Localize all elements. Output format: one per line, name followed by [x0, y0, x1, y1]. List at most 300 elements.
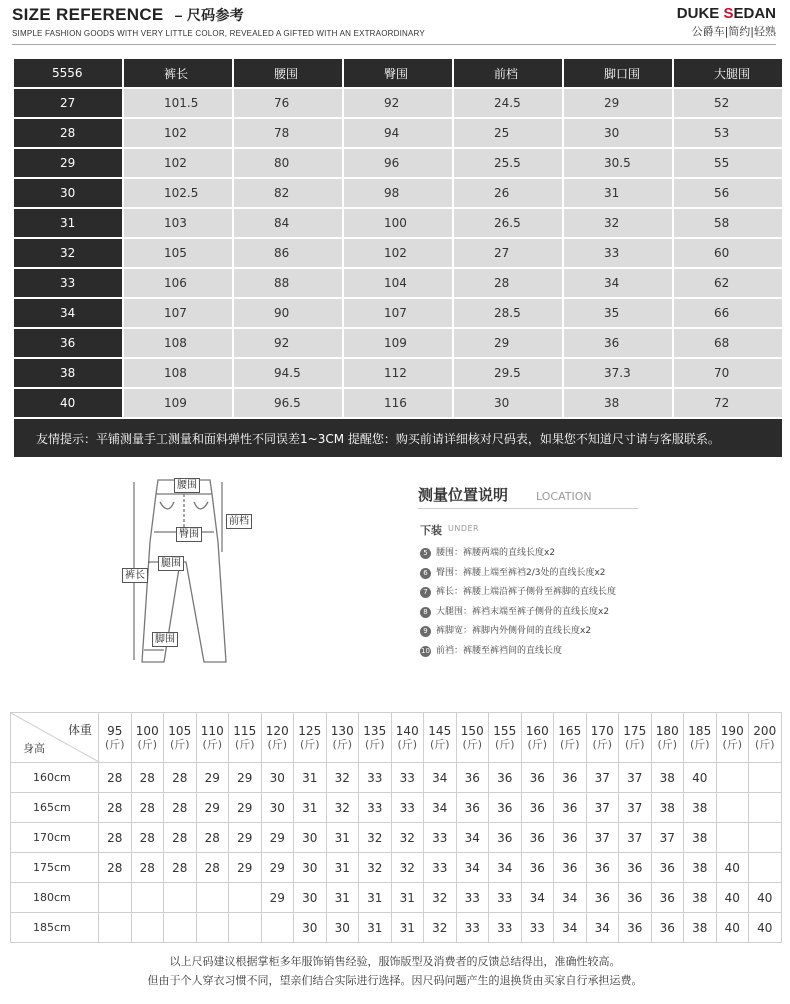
weight-header-cell	[326, 713, 359, 763]
size-value-cell: 25.5	[454, 149, 562, 177]
size-row	[14, 359, 782, 387]
size-recommendation-cell: 28	[164, 823, 197, 853]
size-recommendation-cell: 29	[229, 793, 262, 823]
location-title-en: LOCATION	[536, 490, 592, 503]
weight-value: 185	[688, 723, 712, 738]
size-recommendation-cell: 31	[294, 793, 327, 823]
size-recommendation-cell: 32	[391, 823, 424, 853]
corner-cell	[11, 713, 99, 763]
size-recommendation-cell: 33	[521, 913, 554, 943]
size-value-cell: 30	[454, 389, 562, 417]
size-recommendation-cell: 36	[554, 793, 587, 823]
size-recommendation-cell: 40	[716, 913, 749, 943]
size-recommendation-cell: 32	[359, 823, 392, 853]
weight-value: 150	[460, 723, 484, 738]
size-value-cell: 102	[124, 149, 232, 177]
size-recommendation-cell: 28	[196, 823, 229, 853]
weight-value: 165	[558, 723, 582, 738]
label-length: 裤长	[122, 568, 148, 583]
location-divider	[418, 508, 638, 509]
size-note-row	[14, 419, 782, 457]
weight-header-cell	[391, 713, 424, 763]
size-recommendation-cell: 36	[619, 853, 652, 883]
height-label: 165cm	[11, 793, 99, 823]
size-value-cell: 102	[344, 239, 452, 267]
size-recommendation-cell: 29	[229, 853, 262, 883]
size-recommendation-cell: 30	[294, 823, 327, 853]
weight-row	[11, 913, 782, 943]
size-recommendation-cell: 32	[424, 913, 457, 943]
size-recommendation-cell: 36	[554, 763, 587, 793]
size-header-cell: 腰围	[234, 59, 342, 87]
size-recommendation-cell	[164, 883, 197, 913]
title-en: SIZE REFERENCE	[12, 5, 164, 24]
weight-header-cell	[131, 713, 164, 763]
size-row	[14, 269, 782, 297]
weight-unit: (斤)	[494, 737, 515, 751]
weight-unit: (斤)	[559, 737, 580, 751]
weight-value: 100	[135, 723, 159, 738]
size-value-cell: 55	[674, 149, 782, 177]
weight-header-cell	[619, 713, 652, 763]
location-title: 测量位置说明	[418, 486, 509, 504]
size-recommendation-cell: 36	[651, 913, 684, 943]
size-recommendation-cell: 28	[196, 853, 229, 883]
size-value-cell: 84	[234, 209, 342, 237]
weight-row	[11, 793, 782, 823]
weight-unit: (斤)	[689, 737, 710, 751]
corner-weight-label: 体重	[67, 723, 92, 737]
size-value-cell: 103	[124, 209, 232, 237]
size-recommendation-cell: 37	[586, 763, 619, 793]
size-header-cell: 臀围	[344, 59, 452, 87]
size-recommendation-cell: 30	[294, 853, 327, 883]
weight-unit: (斤)	[397, 737, 418, 751]
size-value-cell: 32	[564, 209, 672, 237]
size-value-cell: 109	[344, 329, 452, 357]
size-recommendation-cell: 38	[684, 793, 717, 823]
size-recommendation-cell: 38	[684, 883, 717, 913]
size-recommendation-cell: 33	[391, 793, 424, 823]
size-value-cell: 105	[124, 239, 232, 267]
weight-unit: (斤)	[364, 737, 385, 751]
size-value-cell: 68	[674, 329, 782, 357]
weight-value: 160	[525, 723, 549, 738]
size-value-cell: 36	[564, 329, 672, 357]
size-value-cell: 98	[344, 179, 452, 207]
size-value-cell: 25	[454, 119, 562, 147]
weight-unit: (斤)	[592, 737, 613, 751]
size-recommendation-cell: 28	[99, 853, 132, 883]
size-recommendation-cell: 36	[619, 913, 652, 943]
size-recommendation-cell: 29	[261, 823, 294, 853]
size-recommendation-cell: 29	[196, 763, 229, 793]
size-recommendation-cell: 40	[684, 763, 717, 793]
brand-logo	[677, 5, 776, 39]
size-row	[14, 329, 782, 357]
size-recommendation-cell	[749, 823, 782, 853]
size-recommendation-cell	[749, 763, 782, 793]
size-recommendation-cell: 33	[489, 883, 522, 913]
location-item	[420, 605, 616, 625]
size-value-cell: 101.5	[124, 89, 232, 117]
size-recommendation-cell: 30	[294, 913, 327, 943]
location-item	[420, 585, 616, 605]
weight-unit: (斤)	[624, 737, 645, 751]
label-hip: 臀围	[176, 527, 202, 542]
size-header-row	[14, 59, 782, 87]
size-row	[14, 89, 782, 117]
weight-value: 180	[655, 723, 679, 738]
size-table	[12, 57, 784, 459]
size-recommendation-cell: 30	[294, 883, 327, 913]
size-recommendation-cell: 30	[261, 763, 294, 793]
size-value-cell: 100	[344, 209, 452, 237]
size-value-cell: 109	[124, 389, 232, 417]
size-recommendation-cell	[99, 883, 132, 913]
size-recommendation-cell: 34	[586, 913, 619, 943]
size-recommendation-cell: 31	[326, 823, 359, 853]
location-item-text: 前裆：裤腰至裤裆间的直线长度	[436, 645, 563, 656]
size-recommendation-cell: 33	[489, 913, 522, 943]
location-sub-en: UNDER	[448, 524, 480, 533]
size-row	[14, 149, 782, 177]
size-recommendation-cell: 36	[489, 793, 522, 823]
size-recommendation-cell: 31	[391, 913, 424, 943]
size-recommendation-cell	[716, 763, 749, 793]
size-recommendation-cell: 36	[521, 823, 554, 853]
location-item-text: 裤脚宽：裤脚内外侧骨间的直线长度x2	[436, 626, 592, 636]
weight-value: 175	[623, 723, 647, 738]
weight-value: 130	[330, 723, 354, 738]
weight-header-cell	[456, 713, 489, 763]
size-recommendation-cell: 33	[359, 793, 392, 823]
size-recommendation-cell	[131, 883, 164, 913]
size-label-cell: 34	[14, 299, 122, 327]
weight-header-cell	[651, 713, 684, 763]
size-recommendation-cell: 31	[359, 883, 392, 913]
size-row	[14, 209, 782, 237]
weight-header-cell	[229, 713, 262, 763]
size-row	[14, 179, 782, 207]
size-value-cell: 82	[234, 179, 342, 207]
size-label-cell: 36	[14, 329, 122, 357]
size-recommendation-cell: 33	[424, 823, 457, 853]
label-waist: 腰围	[174, 478, 200, 493]
height-label: 185cm	[11, 913, 99, 943]
weight-row	[11, 823, 782, 853]
weight-unit: (斤)	[202, 737, 223, 751]
size-header-cell: 脚口围	[564, 59, 672, 87]
size-recommendation-cell: 34	[424, 763, 457, 793]
size-value-cell: 52	[674, 89, 782, 117]
size-recommendation-cell: 28	[99, 793, 132, 823]
size-recommendation-cell: 36	[456, 793, 489, 823]
size-recommendation-cell: 28	[131, 763, 164, 793]
weight-value: 135	[363, 723, 387, 738]
size-recommendation-cell: 32	[391, 853, 424, 883]
size-recommendation-cell: 34	[489, 853, 522, 883]
size-value-cell: 107	[124, 299, 232, 327]
size-recommendation-cell: 28	[99, 823, 132, 853]
height-label: 160cm	[11, 763, 99, 793]
size-recommendation-cell	[229, 913, 262, 943]
weight-unit: (斤)	[104, 737, 125, 751]
size-header-cell: 前档	[454, 59, 562, 87]
size-recommendation-cell: 33	[456, 883, 489, 913]
size-recommendation-cell	[131, 913, 164, 943]
weight-value: 200	[753, 723, 777, 738]
size-recommendation-cell: 29	[229, 823, 262, 853]
size-label-cell: 33	[14, 269, 122, 297]
size-recommendation-cell: 34	[554, 913, 587, 943]
size-recommendation-cell: 36	[456, 763, 489, 793]
location-item-text: 臀围：裤腰上端至裤裆2/3处的直线长度x2	[436, 567, 606, 578]
size-value-cell: 80	[234, 149, 342, 177]
size-recommendation-cell: 36	[489, 823, 522, 853]
size-recommendation-cell: 28	[131, 823, 164, 853]
size-recommendation-cell: 28	[99, 763, 132, 793]
size-value-cell: 106	[124, 269, 232, 297]
weight-header-cell	[424, 713, 457, 763]
weight-unit: (斤)	[754, 737, 775, 751]
size-value-cell: 58	[674, 209, 782, 237]
location-item	[420, 644, 616, 664]
size-value-cell: 94.5	[234, 359, 342, 387]
weight-value: 95	[107, 723, 123, 738]
weight-header-cell	[261, 713, 294, 763]
size-recommendation-cell: 34	[554, 883, 587, 913]
size-value-cell: 72	[674, 389, 782, 417]
size-value-cell: 30	[564, 119, 672, 147]
location-item	[420, 566, 616, 586]
brand-tagline: 公爵车|简约|轻熟	[691, 25, 776, 38]
weight-header-row	[11, 713, 782, 763]
size-value-cell: 102	[124, 119, 232, 147]
weight-height-table	[10, 712, 782, 943]
size-value-cell: 56	[674, 179, 782, 207]
size-recommendation-cell: 31	[326, 853, 359, 883]
size-recommendation-cell: 32	[424, 883, 457, 913]
size-value-cell: 102.5	[124, 179, 232, 207]
size-recommendation-cell: 40	[716, 853, 749, 883]
size-recommendation-cell: 40	[749, 883, 782, 913]
weight-unit: (斤)	[722, 737, 743, 751]
weight-header-cell	[716, 713, 749, 763]
size-value-cell: 29	[454, 329, 562, 357]
size-value-cell: 107	[344, 299, 452, 327]
footer-line-1: 以上尺码建议根据掌柜多年服饰销售经验，服饰版型及消费者的反馈总结得出，准确性较高。	[169, 955, 621, 968]
size-row	[14, 299, 782, 327]
size-recommendation-cell: 28	[131, 853, 164, 883]
size-value-cell: 104	[344, 269, 452, 297]
size-recommendation-cell: 36	[521, 853, 554, 883]
size-value-cell: 70	[674, 359, 782, 387]
weight-unit: (斤)	[657, 737, 678, 751]
size-value-cell: 108	[124, 359, 232, 387]
size-row	[14, 389, 782, 417]
size-recommendation-cell: 36	[521, 763, 554, 793]
size-value-cell: 26.5	[454, 209, 562, 237]
size-value-cell: 35	[564, 299, 672, 327]
weight-header-cell	[164, 713, 197, 763]
size-recommendation-cell	[716, 793, 749, 823]
size-recommendation-cell: 36	[651, 853, 684, 883]
size-recommendation-cell: 34	[424, 793, 457, 823]
weight-unit: (斤)	[299, 737, 320, 751]
size-value-cell: 66	[674, 299, 782, 327]
size-value-cell: 53	[674, 119, 782, 147]
size-recommendation-cell: 28	[131, 793, 164, 823]
size-label-cell: 31	[14, 209, 122, 237]
size-value-cell: 33	[564, 239, 672, 267]
size-recommendation-cell	[749, 793, 782, 823]
size-value-cell: 38	[564, 389, 672, 417]
size-value-cell: 28.5	[454, 299, 562, 327]
weight-header-cell	[196, 713, 229, 763]
weight-header-cell	[554, 713, 587, 763]
footer-line-2: 但由于个人穿衣习惯不同，望亲们结合实际进行选择。因尺码问题产生的退换货由买家自行承担运费。	[147, 974, 643, 987]
size-value-cell: 37.3	[564, 359, 672, 387]
weight-value: 115	[233, 723, 257, 738]
weight-header-cell	[684, 713, 717, 763]
size-value-cell: 86	[234, 239, 342, 267]
size-header-cell: 5556	[14, 59, 122, 87]
weight-unit: (斤)	[234, 737, 255, 751]
weight-unit: (斤)	[429, 737, 450, 751]
size-recommendation-cell	[749, 853, 782, 883]
weight-header-cell	[489, 713, 522, 763]
label-thigh: 腿围	[158, 556, 184, 571]
size-value-cell: 92	[344, 89, 452, 117]
size-recommendation-cell	[261, 913, 294, 943]
size-row	[14, 239, 782, 267]
weight-value: 170	[590, 723, 614, 738]
size-recommendation-cell: 37	[586, 823, 619, 853]
size-recommendation-cell: 30	[261, 793, 294, 823]
weight-row	[11, 763, 782, 793]
page-title	[12, 5, 244, 25]
weight-value: 105	[168, 723, 192, 738]
size-recommendation-cell: 33	[359, 763, 392, 793]
size-label-cell: 27	[14, 89, 122, 117]
location-sub: 下装	[420, 524, 442, 537]
size-recommendation-cell: 37	[619, 793, 652, 823]
size-recommendation-cell: 31	[359, 913, 392, 943]
size-recommendation-cell	[99, 913, 132, 943]
size-label-cell: 40	[14, 389, 122, 417]
size-value-cell: 28	[454, 269, 562, 297]
size-recommendation-cell: 29	[261, 883, 294, 913]
size-value-cell: 29	[564, 89, 672, 117]
size-value-cell: 96.5	[234, 389, 342, 417]
size-value-cell: 78	[234, 119, 342, 147]
weight-row	[11, 883, 782, 913]
location-item-text: 腰围：裤腰两端的直线长度x2	[436, 548, 556, 558]
label-front-rise: 前档	[226, 514, 252, 529]
brand-name: DUKE SEDAN	[676, 5, 776, 22]
size-label-cell: 29	[14, 149, 122, 177]
weight-unit: (斤)	[169, 737, 190, 751]
size-recommendation-cell: 40	[749, 913, 782, 943]
weight-header-cell	[294, 713, 327, 763]
size-recommendation-cell: 33	[456, 913, 489, 943]
size-recommendation-cell: 36	[554, 853, 587, 883]
weight-header-cell	[521, 713, 554, 763]
size-recommendation-cell: 34	[456, 853, 489, 883]
weight-value: 110	[200, 723, 224, 738]
size-recommendation-cell: 37	[619, 763, 652, 793]
size-value-cell: 94	[344, 119, 452, 147]
weight-value: 140	[395, 723, 419, 738]
size-recommendation-cell: 29	[229, 763, 262, 793]
weight-row	[11, 853, 782, 883]
number-badge-icon: 7	[420, 587, 431, 598]
size-recommendation-cell: 37	[586, 793, 619, 823]
size-recommendation-cell: 31	[391, 883, 424, 913]
size-recommendation-cell: 36	[521, 793, 554, 823]
size-value-cell: 116	[344, 389, 452, 417]
size-header-cell: 大腿围	[674, 59, 782, 87]
weight-value: 155	[493, 723, 517, 738]
location-guide	[410, 478, 642, 660]
size-value-cell: 92	[234, 329, 342, 357]
size-recommendation-cell: 34	[521, 883, 554, 913]
size-value-cell: 76	[234, 89, 342, 117]
weight-unit: (斤)	[267, 737, 288, 751]
size-recommendation-cell: 33	[391, 763, 424, 793]
size-recommendation-cell	[164, 913, 197, 943]
size-value-cell: 60	[674, 239, 782, 267]
size-recommendation-cell: 37	[651, 823, 684, 853]
size-recommendation-cell: 29	[261, 853, 294, 883]
size-recommendation-cell: 40	[716, 883, 749, 913]
size-recommendation-cell: 38	[684, 823, 717, 853]
size-recommendation-cell: 36	[586, 883, 619, 913]
pants-diagram	[118, 472, 268, 672]
size-value-cell: 90	[234, 299, 342, 327]
size-recommendation-cell: 36	[554, 823, 587, 853]
height-label: 170cm	[11, 823, 99, 853]
size-value-cell: 34	[564, 269, 672, 297]
size-recommendation-cell: 31	[326, 883, 359, 913]
weight-header-cell	[359, 713, 392, 763]
size-recommendation-cell: 38	[684, 913, 717, 943]
height-label: 175cm	[11, 853, 99, 883]
size-value-cell: 108	[124, 329, 232, 357]
location-list	[420, 546, 616, 663]
size-header-cell: 裤长	[124, 59, 232, 87]
size-label-cell: 32	[14, 239, 122, 267]
location-item-text: 裤长：裤腰上端沿裤子侧骨至裤脚的直线长度	[436, 587, 617, 597]
number-badge-icon: 10	[421, 646, 430, 655]
weight-header-cell	[99, 713, 132, 763]
size-recommendation-cell: 38	[651, 763, 684, 793]
size-recommendation-cell: 30	[326, 913, 359, 943]
size-recommendation-cell	[196, 913, 229, 943]
title-cn: – 尺码参考	[174, 7, 245, 23]
size-recommendation-cell: 38	[684, 853, 717, 883]
size-value-cell: 30.5	[564, 149, 672, 177]
weight-value: 145	[428, 723, 452, 738]
size-recommendation-cell: 36	[586, 853, 619, 883]
number-badge-icon: 8	[420, 607, 431, 618]
size-value-cell: 62	[674, 269, 782, 297]
weight-header-cell	[586, 713, 619, 763]
size-value-cell: 88	[234, 269, 342, 297]
header	[0, 0, 790, 50]
size-value-cell: 27	[454, 239, 562, 267]
